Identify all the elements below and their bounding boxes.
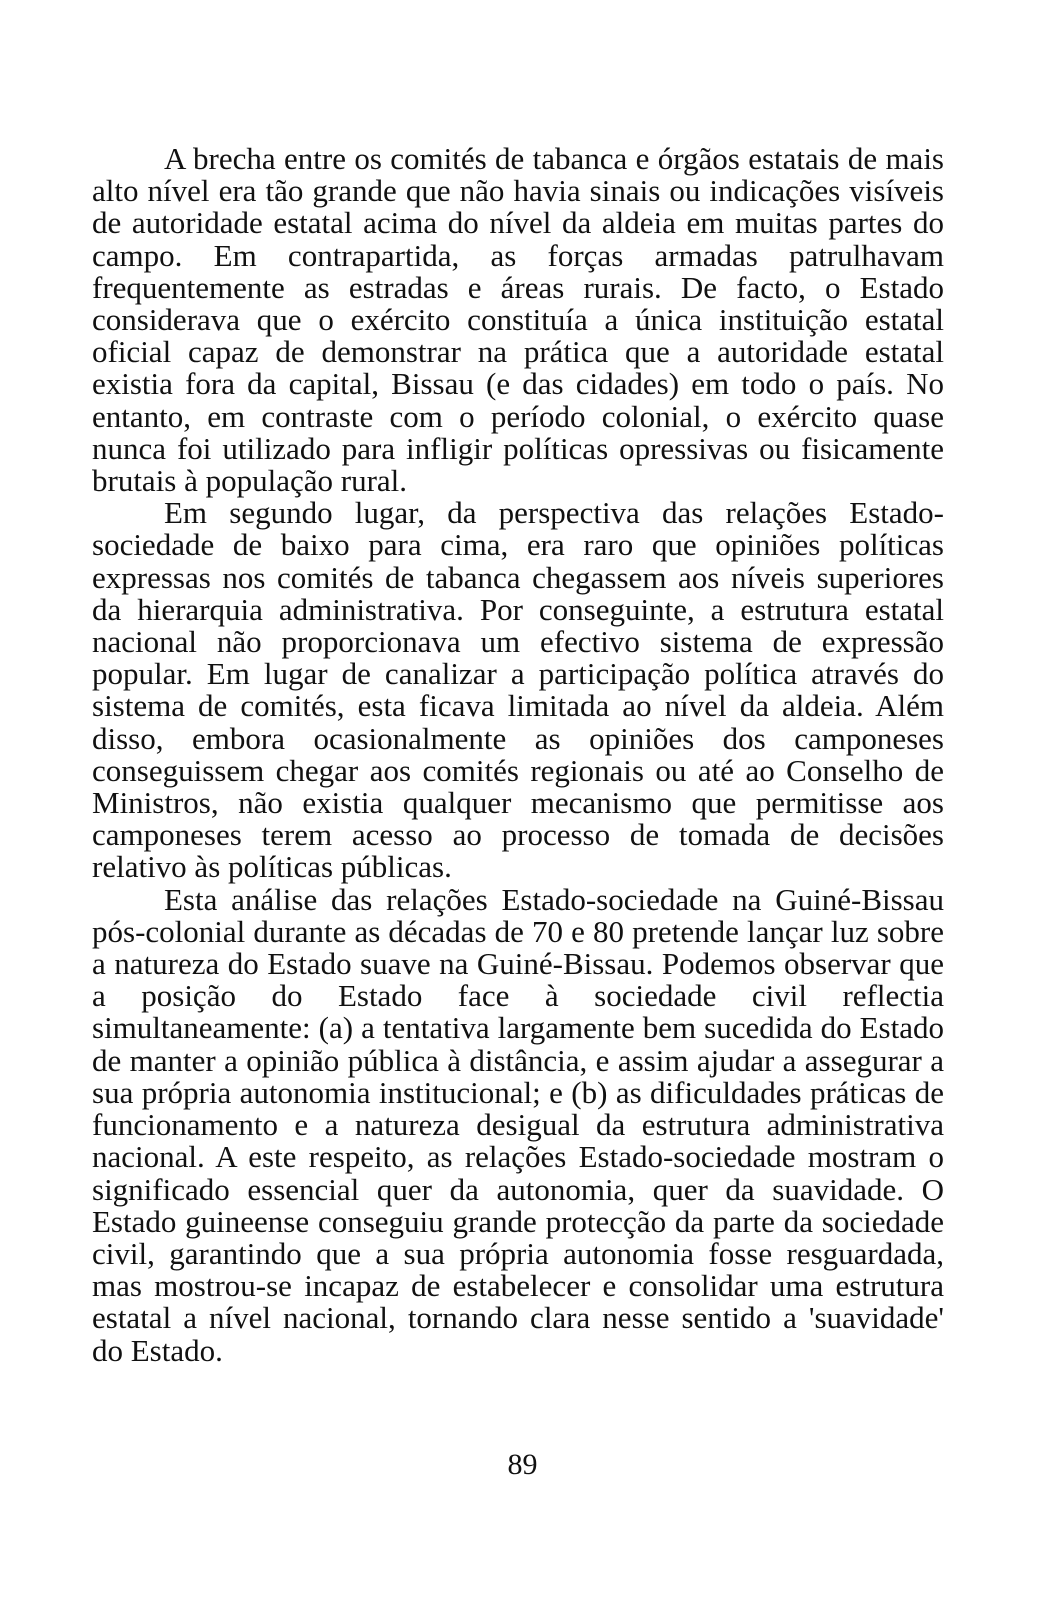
- paragraph-1: A brecha entre os comités de tabanca e órgãos estatais de mais alto nível era tão grande que não havia sinais ou indicações visíveis de autoridade estatal acima do nível da aldeia em muitas partes do campo. Em contrapartida, as forças armadas patrulhavam frequentemente as estradas e áreas rurais. De facto, o Estado considerava que o exército constituía a única instituição estatal oficial capaz de demonstrar na prática que a autoridade estatal existia fora da capital, Bissau (e das cidades) em todo o país. No entanto, em contraste com o período colonial, o exército quase nunca foi utilizado para infligir políticas opressivas ou fisicamente brutais à população rural.: [92, 141, 944, 499]
- page-body: [92, 143, 944, 1367]
- paragraph-2: Em segundo lugar, da perspectiva das relações Estado-sociedade de baixo para cima, era raro que opiniões políticas expressas nos comités de tabanca chegassem aos níveis superiores da hierarquia administrativa. Por conseguinte, a estrutura estatal nacional não proporcionava um efectivo sistema de expressão popular. Em lugar de canalizar a participação política através do sistema de comités, esta ficava limitada ao nível da aldeia. Além disso, embora ocasionalmente as opiniões dos camponeses conseguissem chegar aos comités regionais ou até ao Conselho de Ministros, não existia qualquer mecanismo que permitisse aos camponeses terem acesso ao processo de tomada de decisões relativo às políticas públicas.: [92, 495, 944, 885]
- page-number: 89: [507, 1448, 538, 1481]
- paragraph-3: Esta análise das relações Estado-sociedade na Guiné-Bissau pós-colonial durante as décadas de 70 e 80 pretende lançar luz sobre a natureza do Estado suave na Guiné-Bissau. Podemos observar que a posição do Estado face à sociedade civil reflectia simultaneamente: (a) a tentativa largamente bem sucedida do Estado de manter a opinião pública à distância, e assim ajudar a assegurar a sua própria autonomia institucional; e (b) as dificuldades práticas de funcionamento e a natureza desigual da estrutura administrativa nacional. A este respeito, as relações Estado-sociedade mostram o significado essencial quer da autonomia, quer da suavidade. O Estado guineense conseguiu grande protecção da parte da sociedade civil, garantindo que a sua própria autonomia fosse resguardada, mas mostrou-se incapaz de estabelecer e consolidar uma estrutura estatal a nível nacional, tornando clara nesse sentido a 'suavidade' do Estado.: [92, 881, 944, 1368]
